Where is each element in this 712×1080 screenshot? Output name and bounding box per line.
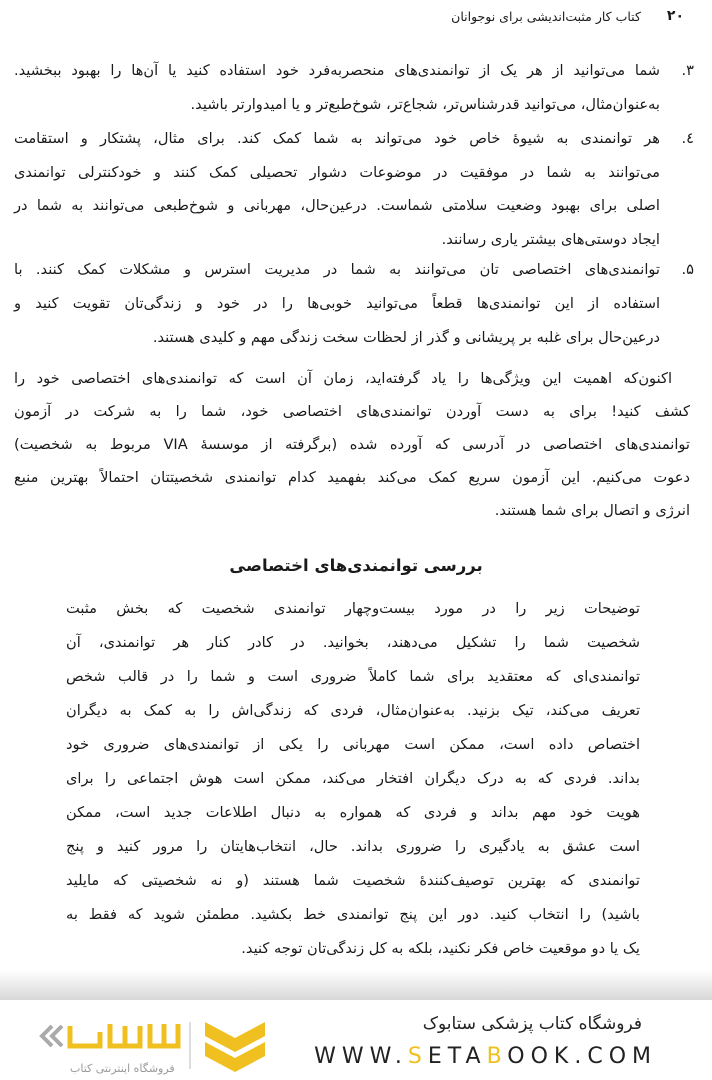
logo-subtitle: فروشگاه اینترنتی کتاب — [70, 1062, 175, 1075]
running-header — [451, 8, 684, 24]
text-line: اصلی برای بهبود وضعیت سلامتی شماست. درعین‌حال، مهربانی و شوخ‌طبعی می‌توانند به شما در — [14, 197, 660, 214]
text-line: استفاده از این توانمندی‌ها قطعاً می‌توانید خوبی‌ها را در خود و زندگی‌تان تقویت کنید و — [14, 295, 660, 312]
text-line: دعوت می‌کنیم. این آزمون سریع کمک می‌کند بفهمید کدام توانمندی شخصیتتان احتمالاً بهترین منبع — [14, 469, 690, 486]
text-line: اکنون‌که اهمیت این ویژگی‌ها را یاد گرفته‌اید، زمان آن است که توانمندی‌های اختصاصی خود را — [14, 370, 672, 387]
page-number: ۲۰ — [666, 8, 684, 24]
text-line: اختصاص داده است، ممکن است مهربانی را یکی از توانمندی‌های ضروری خود — [66, 736, 640, 753]
text-line: توانمندی‌ای که معتقدید برای شما کاملاً ضروری است و شما را در قالب شخص — [66, 668, 640, 685]
text-line: به‌عنوان‌مثال، می‌توانید قدرشناس‌تر، شجاع‌تر، شوخ‌طبع‌تر و یا امیدوارتر باشید. — [190, 96, 660, 113]
url-part: WWW. — [314, 1044, 408, 1069]
text-line: شخصیت شما را تشکیل می‌دهند، بخوانید. در کادر کنار هر توانمندی، آن — [66, 634, 640, 651]
page-shadow — [0, 970, 712, 1000]
body-paragraph — [14, 362, 690, 527]
text-line: توانمندی که بهترین توصیف‌کنندهٔ شخصیت شما هستند (و نه شخصیتی که مایلید — [66, 872, 640, 889]
section-paragraph — [66, 592, 640, 966]
store-url[interactable] — [314, 1044, 657, 1069]
text-line: است عشق به یادگیری را ضروری بداند. حال، انتخاب‌هایتان را مرور کنید و پنج — [66, 838, 640, 855]
text-line: توضیحات زیر را در مورد بیست‌وچهار توانمندی شخصیت که بخش مثبت — [66, 600, 640, 617]
store-footer — [0, 1000, 712, 1080]
text-line: شما می‌توانید از هر یک از توانمندی‌های منحصربه‌فرد خود استفاده کنید یا آن‌ها را بهبود ببخشید. — [14, 62, 660, 79]
text-line: انرژی و اتصال برای شما هستند. — [494, 502, 690, 519]
list-item — [14, 253, 694, 355]
text-line: می‌توانند به شما در موفقیت در موضوعات دشوار تحصیلی کمک کنند و خودکنترلی توانمندی — [14, 163, 660, 181]
text-line: هویت خود مهم بداند و فردی که همواره به دنبال اطلاعات جدید است، ممکن — [66, 804, 640, 821]
text-line: بداند. فردی که به درک دیگران افتخار می‌کند، ممکن است هوش اجتماعی را برای — [66, 770, 640, 787]
text-line: توانمندی‌های اختصاصی در آدرسی که آورده شده (برگرفته از موسسهٔ VIA مربوط به شخصیت) — [14, 436, 690, 453]
text-line: یک یا دو موقعیت خاص فکر نکنید، بلکه به کل زندگی‌تان توجه کنید. — [241, 940, 640, 957]
section-heading: بررسی توانمندی‌های اختصاصی — [229, 556, 483, 575]
text-line: کشف کنید! برای به دست آوردن توانمندی‌های اختصاصی خود، شما را به شرکت در آزمون — [14, 403, 690, 420]
text-line: تعریف می‌کند، تیک بزنید. به‌عنوان‌مثال، فردی که زندگی‌اش را به کمک به دیگران — [66, 702, 640, 719]
text-line: باشید) را انتخاب کنید. دور این پنج توانمندی خط بکشید. مطمئن شوید که فقط به — [66, 906, 640, 923]
book-title: کتاب کار مثبت‌اندیشی برای نوجوانان — [451, 8, 641, 24]
list-item — [14, 122, 694, 256]
text-line: توانمندی‌های اختصاصی تان می‌توانند به شما در مدیریت استرس و مشکلات کمک کنند. با — [14, 261, 660, 278]
url-part: OOK.COM — [507, 1044, 657, 1069]
store-name: فروشگاه کتاب پزشکی ستابوک — [422, 1014, 642, 1034]
url-part: B — [486, 1044, 508, 1069]
list-number: ۵. — [681, 261, 694, 278]
text-line: درعین‌حال برای غلبه بر پریشانی و گذر از لحظات سخت زندگی مهم و کلیدی هستند. — [152, 329, 660, 346]
list-number: ۳. — [681, 62, 694, 79]
text-line: هر توانمندی به شیوهٔ خاص خود می‌تواند به شما کمک کند. برای مثال، پشتکار و استقامت — [14, 130, 660, 147]
url-part: ETA — [427, 1044, 487, 1069]
text-line: ایجاد دوستی‌های بیشتر یاری رسانند. — [441, 230, 660, 248]
setabook-logo — [30, 1014, 280, 1074]
list-item — [14, 54, 694, 122]
list-number: ٤. — [681, 130, 694, 147]
url-part: S — [407, 1044, 428, 1069]
